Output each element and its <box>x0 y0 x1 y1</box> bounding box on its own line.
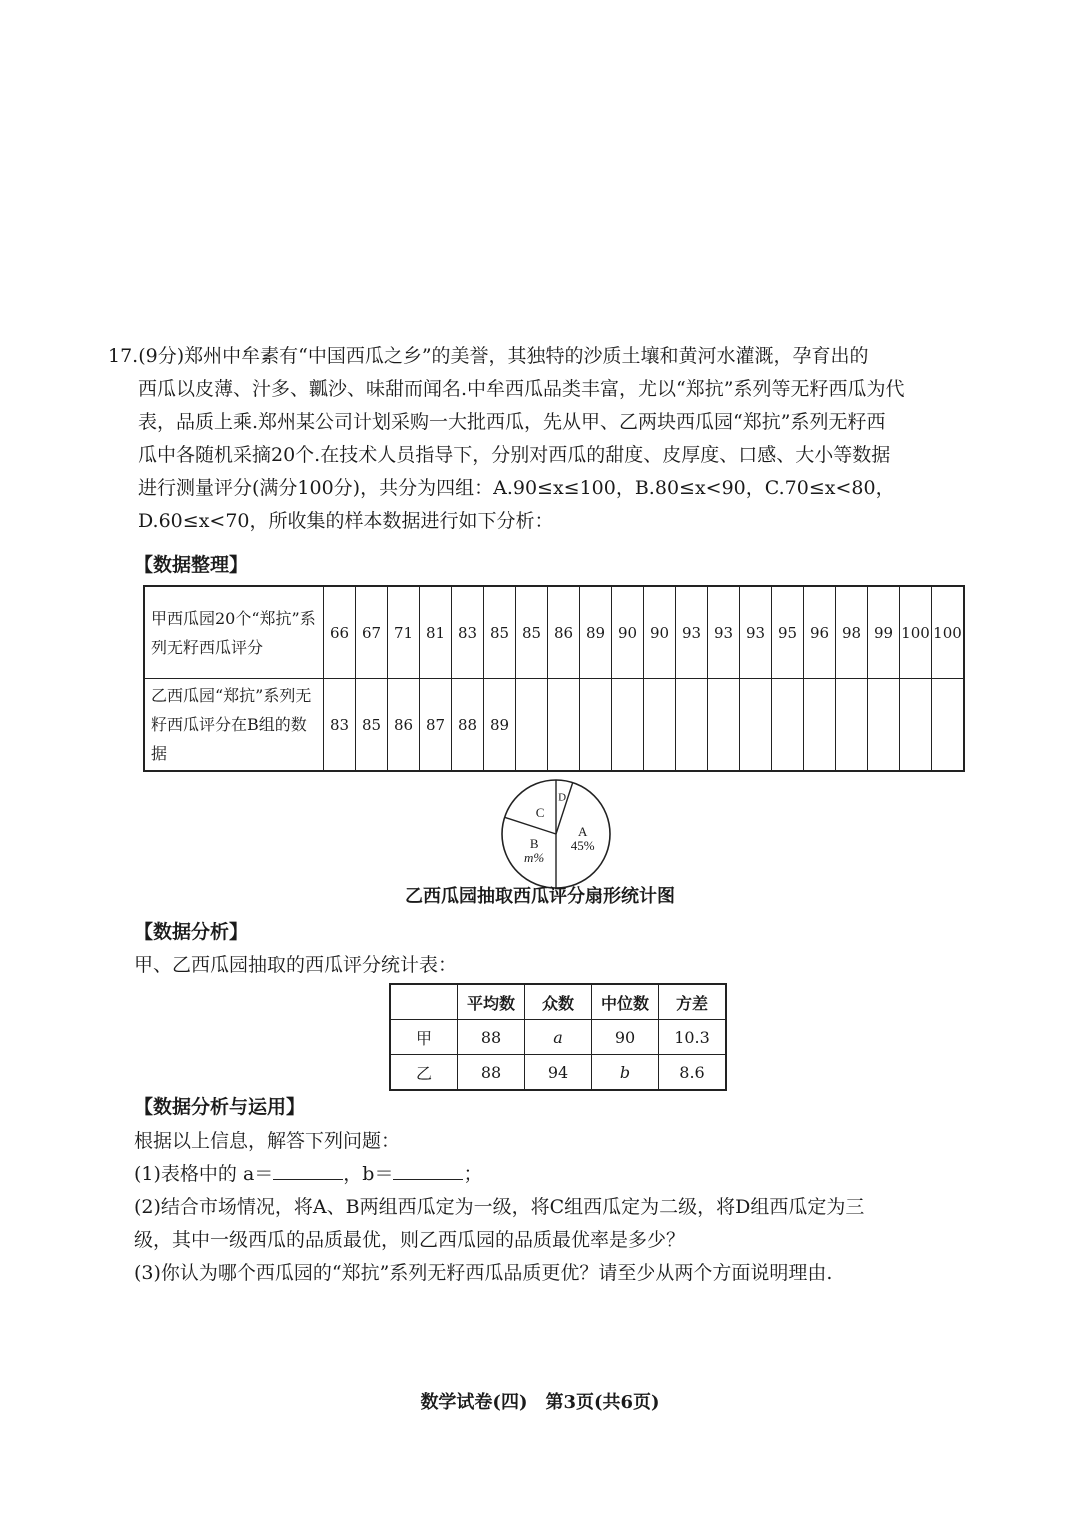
table-cell <box>804 679 836 772</box>
table-row <box>390 1020 726 1055</box>
table-cell: 83 <box>452 586 484 679</box>
question-3: (3)你认为哪个西瓜园的“郑抗”系列无籽西瓜品质更优？请至少从两个方面说明理由. <box>134 1262 833 1284</box>
table-cell: a <box>525 1020 592 1055</box>
pie-chart-svg <box>498 776 614 892</box>
table-cell: 98 <box>836 586 868 679</box>
table-cell: 93 <box>740 586 772 679</box>
table-cell: 8.6 <box>659 1055 727 1091</box>
table-cell: 88 <box>452 679 484 772</box>
question-2-line: (2)结合市场情况，将A、B两组西瓜定为一级，将C组西瓜定为二级，将D组西瓜定为三 <box>134 1196 865 1218</box>
pie-slice-value-a: 45% <box>570 838 595 854</box>
problem-line: 17.(9分)郑州中牟素有“中国西瓜之乡”的美誉，其独特的沙质土壤和黄河水灌溉，孕育出的 <box>108 345 869 367</box>
table-cell <box>708 679 740 772</box>
table-cell: 100 <box>900 586 932 679</box>
table-cell <box>548 679 580 772</box>
table-cell: 88 <box>458 1055 525 1091</box>
answer-blank-a <box>273 1161 343 1180</box>
table-cell: b <box>592 1055 659 1091</box>
pie-slice-value-b: m% <box>524 849 545 865</box>
pie-slice-label-b: B <box>529 835 539 851</box>
pie-slice-label-c: C <box>535 805 545 821</box>
table-cell <box>900 679 932 772</box>
problem-line: D.60≤x<70，所收集的样本数据进行如下分析： <box>138 510 554 532</box>
table-cell: 90 <box>644 586 676 679</box>
table-cell <box>516 679 548 772</box>
problem-line: 西瓜以皮薄、汁多、瓤沙、味甜而闻名.中牟西瓜品类丰富，尤以“郑抗”系列等无籽西瓜为代 <box>138 378 905 400</box>
question-1-end: ； <box>463 1163 483 1185</box>
table-cell <box>836 679 868 772</box>
table-cell <box>676 679 708 772</box>
table-cell: 85 <box>356 679 388 772</box>
table-cell: 87 <box>420 679 452 772</box>
table-header-cell: 方差 <box>659 984 727 1020</box>
table-cell: 66 <box>324 586 356 679</box>
table-cell <box>772 679 804 772</box>
section-data-organization: 【数据整理】 <box>134 554 249 576</box>
table-cell: 86 <box>388 679 420 772</box>
problem-line: 表，品质上乘.郑州某公司计划采购一大批西瓜，先从甲、乙两块西瓜园“郑抗”系列无籽西 <box>138 411 886 433</box>
stats-table <box>389 983 727 1091</box>
question-1 <box>134 1158 984 1191</box>
table-cell: 85 <box>516 586 548 679</box>
pie-slice-label-a: A <box>577 824 588 840</box>
question-1-prefix: (1)表格中的 a＝ <box>134 1163 274 1185</box>
table-header-cell: 平均数 <box>458 984 525 1020</box>
table-cell: 甲 <box>390 1020 458 1055</box>
table-row <box>144 586 964 679</box>
table-cell: 83 <box>324 679 356 772</box>
table-cell: 86 <box>548 586 580 679</box>
table-cell <box>868 679 900 772</box>
table-cell <box>932 679 965 772</box>
problem-line: 进行测量评分(满分100分)，共分为四组：A.90≤x≤100，B.80≤x<90，C.70≤x<80， <box>138 477 895 499</box>
table-cell: 10.3 <box>659 1020 727 1055</box>
table-cell: 90 <box>612 586 644 679</box>
page-footer: 数学试卷(四) 第3页(共6页) <box>420 1392 660 1413</box>
table-cell <box>580 679 612 772</box>
table-cell <box>740 679 772 772</box>
row-header-yi: 乙西瓜园“郑抗”系列无籽西瓜评分在B组的数据 <box>144 679 324 772</box>
table-cell: 85 <box>484 586 516 679</box>
table-cell: 89 <box>484 679 516 772</box>
table-row <box>390 1055 726 1091</box>
pie-chart <box>498 776 614 892</box>
table-header-cell <box>390 984 458 1020</box>
problem-line: 瓜中各随机采摘20个.在技术人员指导下，分别对西瓜的甜度、皮厚度、口感、大小等数据 <box>138 444 891 466</box>
table-cell: 99 <box>868 586 900 679</box>
row-header-jia: 甲西瓜园20个“郑抗”系列无籽西瓜评分 <box>144 586 324 679</box>
questions <box>134 1125 984 1290</box>
table-cell: 93 <box>676 586 708 679</box>
table-cell: 81 <box>420 586 452 679</box>
table-cell: 89 <box>580 586 612 679</box>
section-data-application: 【数据分析与运用】 <box>134 1096 306 1118</box>
table-header-cell: 众数 <box>525 984 592 1020</box>
question-2-line: 级，其中一级西瓜的品质最优，则乙西瓜园的品质最优率是多少？ <box>134 1229 686 1251</box>
table-cell: 96 <box>804 586 836 679</box>
table-cell: 95 <box>772 586 804 679</box>
question-1-mid: ，b＝ <box>343 1163 394 1185</box>
table-cell <box>612 679 644 772</box>
answer-blank-b <box>393 1161 463 1180</box>
table-cell: 67 <box>356 586 388 679</box>
pie-slice-boundary-a <box>556 783 573 834</box>
pie-slice-boundary-c <box>505 817 556 834</box>
score-table <box>143 585 965 772</box>
pie-chart-caption: 乙西瓜园抽取西瓜评分扇形统计图 <box>405 886 675 907</box>
table-cell <box>644 679 676 772</box>
table-cell: 100 <box>932 586 965 679</box>
stats-table-intro: 甲、乙西瓜园抽取的西瓜评分统计表： <box>134 954 458 976</box>
table-cell: 乙 <box>390 1055 458 1091</box>
table-cell: 90 <box>592 1020 659 1055</box>
section-data-analysis: 【数据分析】 <box>134 921 249 943</box>
pie-slice-label-d: D <box>558 791 567 804</box>
questions-intro: 根据以上信息，解答下列问题： <box>134 1130 401 1152</box>
table-header-row <box>390 984 726 1020</box>
table-cell: 88 <box>458 1020 525 1055</box>
table-header-cell: 中位数 <box>592 984 659 1020</box>
problem-statement <box>108 340 978 538</box>
table-cell: 71 <box>388 586 420 679</box>
table-row <box>144 679 964 772</box>
table-cell: 94 <box>525 1055 592 1091</box>
table-cell: 93 <box>708 586 740 679</box>
